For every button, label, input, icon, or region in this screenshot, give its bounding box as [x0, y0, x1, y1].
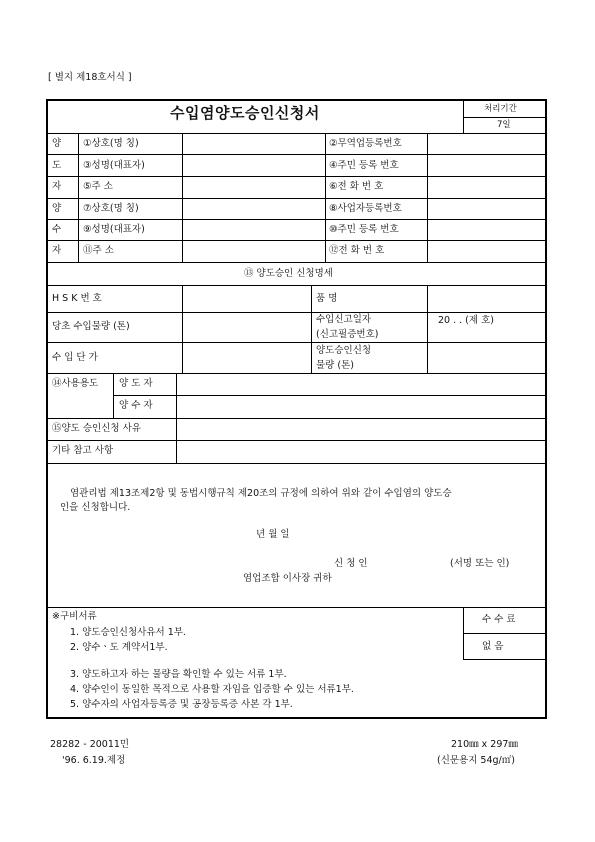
signature-label[interactable]: (서명 또는 인): [450, 558, 510, 569]
document-item: 2. 양수ㆍ도 계약서1부.: [70, 642, 168, 653]
remarks-field[interactable]: [177, 441, 545, 463]
use-transferor-field[interactable]: [177, 374, 545, 395]
item-field[interactable]: [428, 286, 545, 312]
footer-paper: (신문용지 54g/㎡): [437, 755, 515, 766]
transferor-address-field[interactable]: [183, 177, 324, 198]
document-item: 5. 양수자의 사업자등록증 및 공장등록증 사본 각 1부.: [70, 699, 293, 710]
transferee-biz-reg-field[interactable]: [428, 199, 545, 219]
form-tag: [ 별지 제18호서식 ]: [48, 72, 132, 83]
fee-value: 없 음: [482, 641, 504, 652]
documents-heading: ※구비서류: [52, 611, 97, 622]
transferee-name-field[interactable]: [183, 199, 324, 219]
transferee-phone-field[interactable]: [428, 241, 545, 262]
transferor-resident-no-field[interactable]: [428, 155, 545, 176]
transferor-rep-field[interactable]: [183, 155, 324, 176]
import-date-value[interactable]: 20 . . (제 호): [438, 315, 494, 326]
transferor-name-label: ①상호(명 칭): [83, 138, 139, 149]
initial-qty-field[interactable]: [183, 313, 310, 342]
transferee-biz-reg-label: ⑧사업자등록번호: [329, 203, 402, 214]
form-title: 수입염양도승인신청서: [170, 104, 320, 122]
use-label: ⑭사용용도: [52, 378, 99, 389]
approval-qty-label: 양도승인신청: [316, 345, 372, 356]
document-item: 4. 양수인이 동일한 목적으로 사용할 자임을 입증할 수 있는 서류1부.: [70, 684, 354, 695]
details-header: ⑬ 양도승인 신청명세: [244, 268, 333, 279]
initial-qty-label: 당초 수입물량 (톤): [52, 321, 130, 332]
transferor-phone-label: ⑥전 화 번 호: [329, 181, 384, 192]
transferee-rep-field[interactable]: [183, 220, 324, 240]
fee-label: 수 수 료: [482, 614, 516, 625]
remarks-label: 기타 참고 사항: [52, 445, 114, 456]
transferor-trade-reg-field[interactable]: [428, 134, 545, 154]
document-item: 3. 양도하고자 하는 물량을 확인할 수 있는 서류 1부.: [70, 669, 287, 680]
declaration-text: 염관리법 제13조제2항 및 동법시행규칙 제20조의 규정에 의하여 위와 같이 수입염의 양도승: [70, 488, 452, 499]
footer-code: 28282 - 20011민: [50, 739, 130, 750]
import-cert-label: (신고필증번호): [316, 329, 379, 340]
transferee-address-label: ⑪주 소: [83, 245, 114, 256]
unit-price-label: 수 입 단 가: [52, 352, 98, 363]
transferor-phone-field[interactable]: [428, 177, 545, 198]
transferee-resident-no-label: ⑩주민 등록 번호: [329, 224, 399, 235]
footer-size: 210㎜ x 297㎜: [451, 739, 518, 750]
transferee-phone-label: ⑫전 화 번 호: [329, 245, 385, 256]
transferor-side-char: 양: [52, 138, 62, 149]
document-item: 1. 양도승인신청사유서 1부.: [70, 627, 186, 638]
processing-value: 7일: [497, 120, 511, 130]
transferor-address-label: ⑤주 소: [83, 181, 113, 192]
transferor-trade-reg-label: ②무역업등록번호: [329, 138, 402, 149]
approval-qty-unit-label: 물량 (톤): [316, 360, 354, 371]
declaration-text-cont: 인을 신청합니다.: [60, 502, 131, 513]
addressee: 염업조합 이사장 귀하: [243, 573, 332, 584]
transferee-resident-no-field[interactable]: [428, 220, 545, 240]
processing-label: 처리기간: [484, 104, 517, 114]
hsk-label: H S K 번 호: [52, 293, 102, 304]
transferee-address-field[interactable]: [183, 241, 324, 262]
use-transferee-field[interactable]: [177, 396, 545, 418]
transferor-rep-label: ③성명(대표자): [83, 160, 145, 171]
approval-qty-field[interactable]: [428, 343, 545, 373]
transferee-rep-label: ⑨성명(대표자): [83, 224, 145, 235]
footer-revision: '96. 6.19.제정: [62, 755, 126, 766]
unit-price-field[interactable]: [183, 343, 310, 373]
reason-label: ⑮양도 승인신청 사유: [52, 423, 141, 434]
transferor-resident-no-label: ④주민 등록 번호: [329, 160, 399, 171]
transferee-side-char: 양: [52, 203, 62, 214]
use-transferor-label: 양 도 자: [119, 378, 153, 389]
use-transferee-label: 양 수 자: [119, 400, 153, 411]
declaration-date[interactable]: 년 월 일: [256, 529, 290, 540]
transferee-side-char: 자: [52, 245, 62, 256]
import-date-label: 수입신고일자: [316, 314, 372, 325]
reason-field[interactable]: [177, 419, 545, 440]
transferor-name-field[interactable]: [183, 134, 324, 154]
transferee-name-label: ⑦상호(명 칭): [83, 203, 139, 214]
transferor-side-char: 자: [52, 181, 62, 192]
transferor-side-char: 도: [52, 160, 62, 171]
applicant-label: 신 청 인: [334, 558, 368, 569]
item-label: 품 명: [316, 293, 338, 304]
transferee-side-char: 수: [52, 224, 62, 235]
hsk-field[interactable]: [183, 286, 310, 312]
